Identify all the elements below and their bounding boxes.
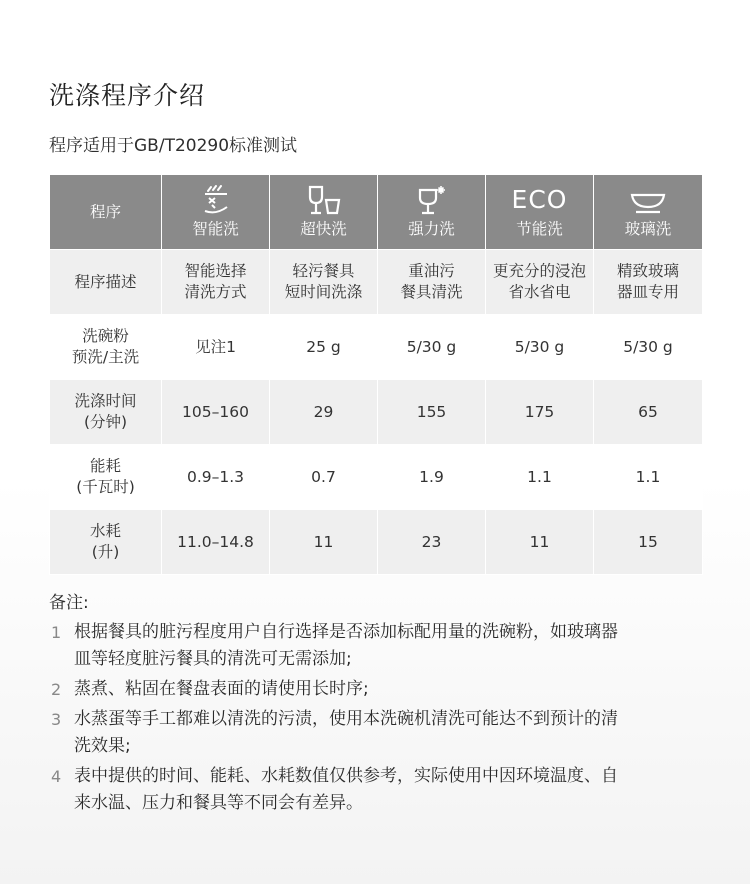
- wine-glass-cup-icon: [304, 184, 344, 216]
- program-name: 节能洗: [516, 220, 563, 238]
- table-row-detergent: [50, 315, 703, 380]
- table-cell: 11.0–14.8: [162, 510, 270, 575]
- table-header-row: [50, 175, 703, 250]
- table-cell: 1.1: [486, 445, 594, 510]
- eco-text-icon: ECO: [511, 185, 568, 214]
- note-number: 3: [51, 710, 62, 729]
- table-cell: 0.9–1.3: [162, 445, 270, 510]
- table-cell: 11: [270, 510, 378, 575]
- table-row-wash-time: [50, 380, 703, 445]
- note-item: 2 蒸煮、粘固在餐盘表面的请使用长时序;: [49, 676, 709, 703]
- table-cell: 精致玻璃 器皿专用: [594, 250, 703, 315]
- table-cell: 25 g: [270, 315, 378, 380]
- notes-heading: 备注:: [49, 593, 89, 613]
- header-program-quick: [270, 175, 378, 250]
- table-cell: 155: [378, 380, 486, 445]
- table-cell: 65: [594, 380, 703, 445]
- table-cell: 29: [270, 380, 378, 445]
- table-cell: 智能选择 清洗方式: [162, 250, 270, 315]
- table-row-description: [50, 250, 703, 315]
- note-item: 3 水蒸蛋等手工都难以清洗的污渍，使用本洗碗机清洗可能达不到预计的清 洗效果;: [49, 706, 709, 760]
- table-cell: 11: [486, 510, 594, 575]
- table-cell: 5/30 g: [594, 315, 703, 380]
- bowl-icon: [628, 184, 668, 216]
- table-cell: 23: [378, 510, 486, 575]
- note-item: 1 根据餐具的脏污程度用户自行选择是否添加标配用量的洗碗粉，如玻璃器 皿等轻度脏污餐具的清洗可无需添加;: [49, 619, 709, 673]
- header-program-eco: [486, 175, 594, 250]
- note-number: 4: [51, 767, 62, 786]
- row-label: 洗涤时间 (分钟): [50, 380, 162, 445]
- program-name: 强力洗: [408, 220, 455, 238]
- row-label: 洗碗粉 预洗/主洗: [50, 315, 162, 380]
- row-label: 能耗 (千瓦时): [50, 445, 162, 510]
- note-number: 2: [51, 680, 62, 699]
- notes-section: [49, 588, 709, 820]
- table-cell: 15: [594, 510, 703, 575]
- table-row-energy: [50, 445, 703, 510]
- table-cell: 5/30 g: [378, 315, 486, 380]
- table-row-water: [50, 510, 703, 575]
- note-item: 4 表中提供的时间、能耗、水耗数值仅供参考，实际使用中因环境温度、自 来水温、压力和餐具等不同会有差异。: [49, 763, 709, 817]
- program-name: 超快洗: [300, 220, 347, 238]
- page-title: 洗涤程序介绍: [49, 81, 206, 110]
- program-name: 智能洗: [192, 220, 239, 238]
- header-program-heavy: [378, 175, 486, 250]
- table-cell: 轻污餐具 短时间洗涤: [270, 250, 378, 315]
- table-cell: 1.9: [378, 445, 486, 510]
- table-cell: 1.1: [594, 445, 703, 510]
- table-cell: 重油污 餐具清洗: [378, 250, 486, 315]
- header-program-smart: [162, 175, 270, 250]
- program-name: 玻璃洗: [624, 220, 672, 238]
- table-cell: 更充分的浸泡 省水省电: [486, 250, 594, 315]
- note-number: 1: [51, 623, 62, 642]
- header-program-glass: [594, 175, 703, 250]
- sparkling-glass-icon: [412, 184, 452, 216]
- table-cell: 175: [486, 380, 594, 445]
- smart-wash-icon: [196, 184, 236, 216]
- table-cell: 见注1: [162, 315, 270, 380]
- program-table: [49, 174, 703, 575]
- header-program-label: 程序: [50, 175, 162, 250]
- table-cell: 0.7: [270, 445, 378, 510]
- page-subtitle: 程序适用于GB/T20290标准测试: [49, 136, 298, 156]
- table-cell: 105–160: [162, 380, 270, 445]
- row-label: 程序描述: [50, 250, 162, 315]
- row-label: 水耗 (升): [50, 510, 162, 575]
- table-cell: 5/30 g: [486, 315, 594, 380]
